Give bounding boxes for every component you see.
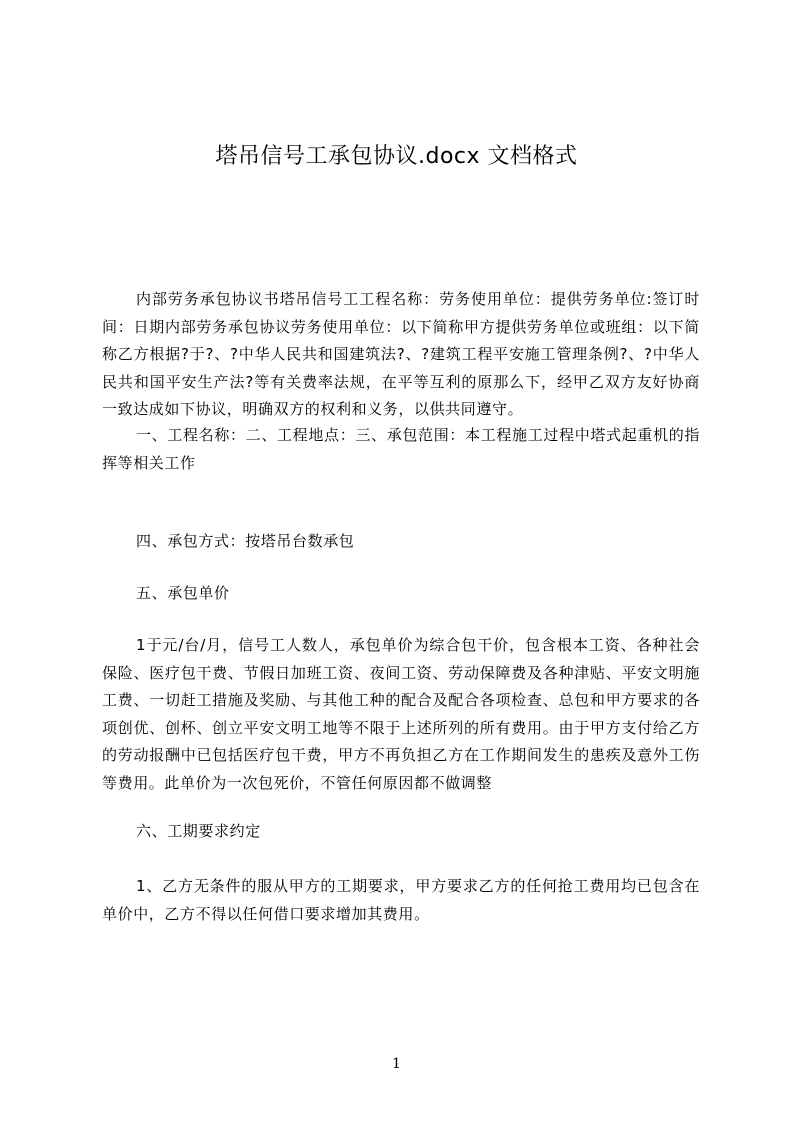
page-number: 1 <box>392 1056 401 1072</box>
paragraph-intro: 内部劳务承包协议书塔吊信号工工程名称：劳务使用单位：提供劳务单位:签订时间：日期内部劳务承包协议劳务使用单位：以下简称甲方提供劳务单位或班组：以下简称乙方根据?于?、?中华人民共和国建筑法?、?建筑工程平安施工管理条例?、?中华人民共和国平安生产法?等有关费率法规，在平等互利的原那么下，经甲乙双方友好协商一致达成如下协议，明确双方的权利和义务，以供共同遵守。 <box>102 290 700 418</box>
paragraph-schedule-detail: 1、乙方无条件的服从甲方的工期要求，甲方要求乙方的任何抢工费用均已包含在单价中，乙方不得以任何借口要求增加其费用。 <box>102 877 700 923</box>
paragraph-scope: 一、工程名称：二、工程地点：三、承包范围：本工程施工过程中塔式起重机的指挥等相关工作 <box>102 426 700 472</box>
paragraph-unit-price-detail: 1于元/台/月，信号工人数人，承包单价为综合包干价，包含根本工资、各种社会保险、医疗包干费、节假日加班工资、夜间工资、劳动保障费及各种津贴、平安文明施工费、一切赶工措施及奖励、与其他工种的配合及配合各项检查、总包和甲方要求的各项创优、创杯、创立平安文明工地等不限于上述所列的所有费用。由于甲方支付给乙方的劳动报酬中已包括医疗包干费，甲方不再负担乙方在工作期间发生的患疾及意外工伤等费用。此单价为一次包死价，不管任何原因都不做调整 <box>102 636 700 792</box>
document-title: 塔吊信号工承包协议.docx 文档格式 <box>215 144 578 169</box>
paragraph-unit-price-heading: 五、承包单价 <box>136 584 230 602</box>
paragraph-contract-method: 四、承包方式：按塔吊台数承包 <box>136 532 355 550</box>
paragraph-schedule-heading: 六、工期要求约定 <box>136 822 261 840</box>
